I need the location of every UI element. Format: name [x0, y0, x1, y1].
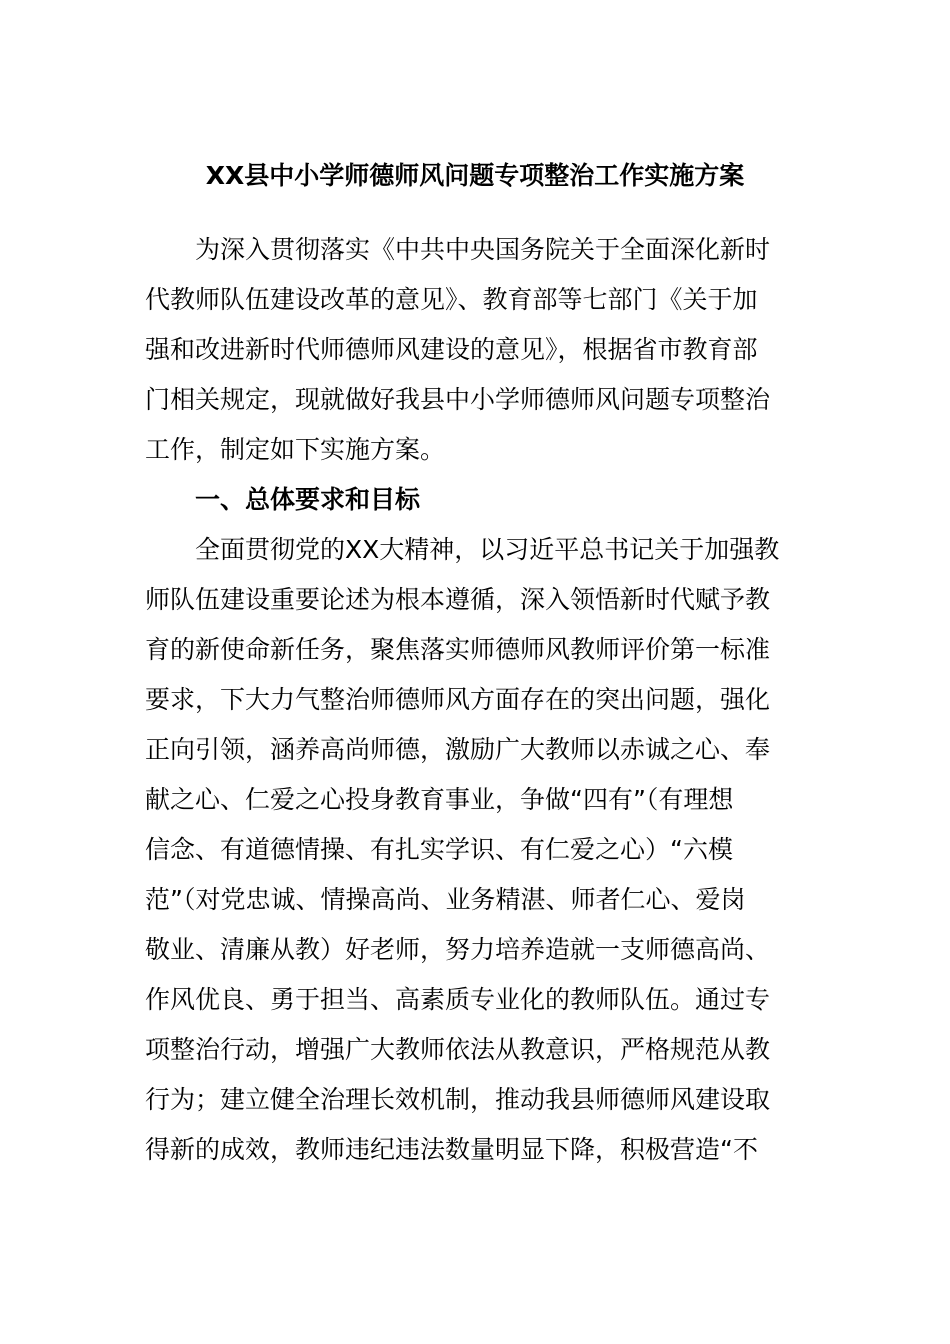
- intro-line: 强和改进新时代师德师风建设的意见》，根据省市教育部: [145, 335, 758, 364]
- section-line: 敬业、清廉从教）好老师，努力培养造就一支师德高尚、: [145, 935, 771, 964]
- section-line: 献之心、仁爱之心投身教育事业，争做“四有”（有理想: [145, 785, 734, 814]
- intro-line: 为深入贯彻落实《中共中央国务院关于全面深化新时: [195, 235, 771, 264]
- section-line: 信念、有道德情操、有扎实学识、有仁爱之心）“六模: [145, 835, 733, 864]
- section-line: 育的新使命新任务，聚焦落实师德师风教师评价第一标准: [145, 635, 771, 664]
- intro-line: 工作，制定如下实施方案。: [145, 435, 446, 464]
- intro-line: 代教师队伍建设改革的意见》、教育部等七部门《关于加: [145, 285, 758, 314]
- section-line: 行为；建立健全治理长效机制，推动我县师德师风建设取: [145, 1085, 771, 1114]
- section-line: 师队伍建设重要论述为根本遵循，深入领悟新时代赋予教: [145, 585, 771, 614]
- section-heading: 一、总体要求和目标: [195, 485, 421, 514]
- section-line: 得新的成效，教师违纪违法数量明显下降，积极营造“不: [145, 1135, 758, 1164]
- section-line: 项整治行动，增强广大教师依法从教意识，严格规范从教: [145, 1035, 771, 1064]
- document-title: XX县中小学师德师风问题专项整治工作实施方案: [205, 161, 745, 190]
- section-line: 范”（对党忠诚、情操高尚、业务精湛、师者仁心、爱岗: [145, 885, 746, 914]
- section-line: 正向引领，涵养高尚师德，激励广大教师以赤诚之心、奉: [145, 735, 771, 764]
- section-line: 作风优良、勇于担当、高素质专业化的教师队伍。通过专: [145, 985, 771, 1014]
- section-line: 要求，下大力气整治师德师风方面存在的突出问题，强化: [145, 685, 771, 714]
- intro-line: 门相关规定，现就做好我县中小学师德师风问题专项整治: [145, 385, 771, 414]
- section-line: 全面贯彻党的XX大精神，以习近平总书记关于加强教: [195, 535, 780, 564]
